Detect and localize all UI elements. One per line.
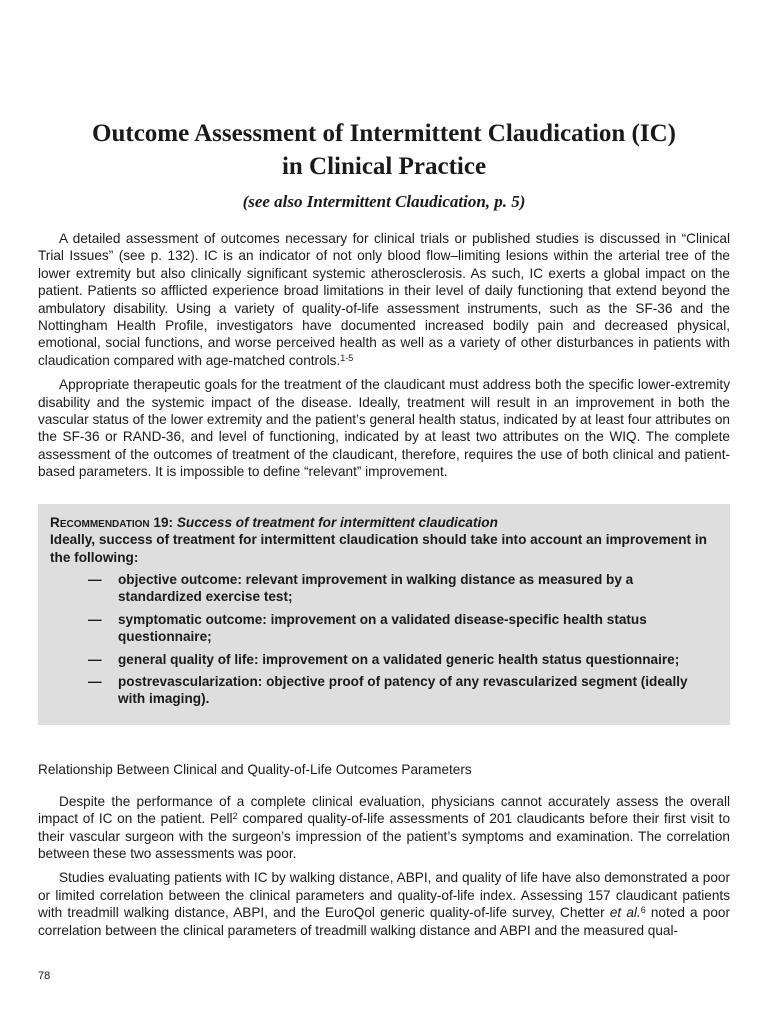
paragraph-4	[38, 869, 730, 939]
title-line-1: Outcome Assessment of Intermittent Claudication (IC)	[92, 120, 676, 147]
reference-superscript: 1-5	[340, 352, 354, 363]
page-title	[38, 117, 730, 183]
paragraph-1	[38, 230, 730, 369]
reference-superscript: 6	[640, 905, 646, 916]
title-line-2: in Clinical Practice	[281, 153, 487, 180]
page-subtitle: (see also Intermittent Claudication, p. 5)	[242, 192, 526, 211]
paragraph-4-text-a: Studies evaluating patients with IC by walking distance, ABPI, and quality of life have also demonstrated a poor or limited correlation between the clinical parameters and quality-of-life index. Assessing 157 claudicant patients with treadmill walking distance, ABPI, and the EuroQol generic quality-of-life survey, Chetter	[38, 870, 730, 921]
dash-bullet: —	[88, 571, 102, 587]
recommendation-box	[38, 504, 730, 725]
recommendation-item-text: symptomatic outcome: improvement on a validated disease-specific health status questionnaire;	[118, 611, 647, 645]
reference-superscript: 2	[232, 811, 238, 822]
recommendation-item	[50, 571, 718, 606]
paragraph-3	[38, 793, 730, 863]
paragraph-2: Appropriate therapeutic goals for the treatment of the claudicant must address both the specific lower-extremity disability and the systemic impact of the disease. Ideally, treatment will result in an improvement in both the vascular status of the lower extremity and the patient’s general health status, indicated by at least four attributes on the SF-36 or RAND-36, and level of functioning, indicated by at least two attributes on the WIQ. The complete assessment of the outcomes of treatment of the claudicant, therefore, requires the use of both clinical and patient-based parameters. It is impossible to define “relevant” improvement.	[38, 377, 730, 480]
dash-bullet: —	[88, 611, 102, 627]
recommendation-intro: Ideally, success of treatment for intermittent claudication should take into account an improvement in the following:	[50, 532, 707, 565]
paragraph-4-text-b: noted a poor correlation between the clinical parameters of treadmill walking distance and ABPI and the measured qual-	[38, 905, 730, 938]
recommendation-item-text: postrevascularization: objective proof of patency of any revascularized segment (ideally with imaging).	[118, 673, 688, 707]
dash-bullet: —	[88, 673, 102, 689]
paragraph-3-text-b: compared quality-of-life assessments of 201 claudicants before their first visit to their vascular surgeon with the surgeon’s impression of the patient’s symptoms and examination. The correlation between these two assessments was poor.	[38, 811, 731, 861]
recommendation-list	[50, 571, 718, 708]
section-heading: Relationship Between Clinical and Quality-of-Life Outcomes Parameters	[38, 761, 472, 777]
paragraph-1-text: A detailed assessment of outcomes necessary for clinical trials or published studies is discussed in “Clinical Trial Issues” (see p. 132). IC is an indicator of not only blood flow–limiting lesions within the arterial tree of the lower extremity but also clinically significant systemic atherosclerosis. As such, IC exerts a global impact on the patient. Patients so afflicted experience broad limitations in their level of daily functioning that extend beyond the ambulatory disability. Using a variety of quality-of-life assessment instruments, such as the SF-36 and the Nottingham Health Profile, investigators have documented increased bodily pain and decreased physical, emotional, social functions, and worse perceived health as well as a variety of other disturbances in patients with claudication compared with age-matched controls.	[38, 231, 730, 368]
recommendation-item-text: general quality of life: improvement on a validated generic health status questionnaire;	[118, 651, 680, 667]
recommendation-item-text: objective outcome: relevant improvement in walking distance as measured by a standardized exercise test;	[118, 571, 634, 605]
recommendation-item	[50, 611, 718, 646]
document-page	[38, 0, 730, 939]
page-number: 78	[38, 970, 51, 982]
dash-bullet: —	[88, 651, 102, 667]
recommendation-item	[50, 673, 718, 708]
paragraph-3-text-a: Despite the performance of a complete clinical evaluation, physicians cannot accurately assess the overall impact of IC on the patient. Pell	[38, 793, 730, 827]
recommendation-item	[50, 651, 718, 668]
recommendation-title: Success of treatment for intermittent claudication	[176, 514, 498, 530]
et-al: et al.	[609, 905, 641, 921]
recommendation-heading	[50, 514, 718, 531]
recommendation-label: Recommendation 19:	[50, 514, 174, 530]
